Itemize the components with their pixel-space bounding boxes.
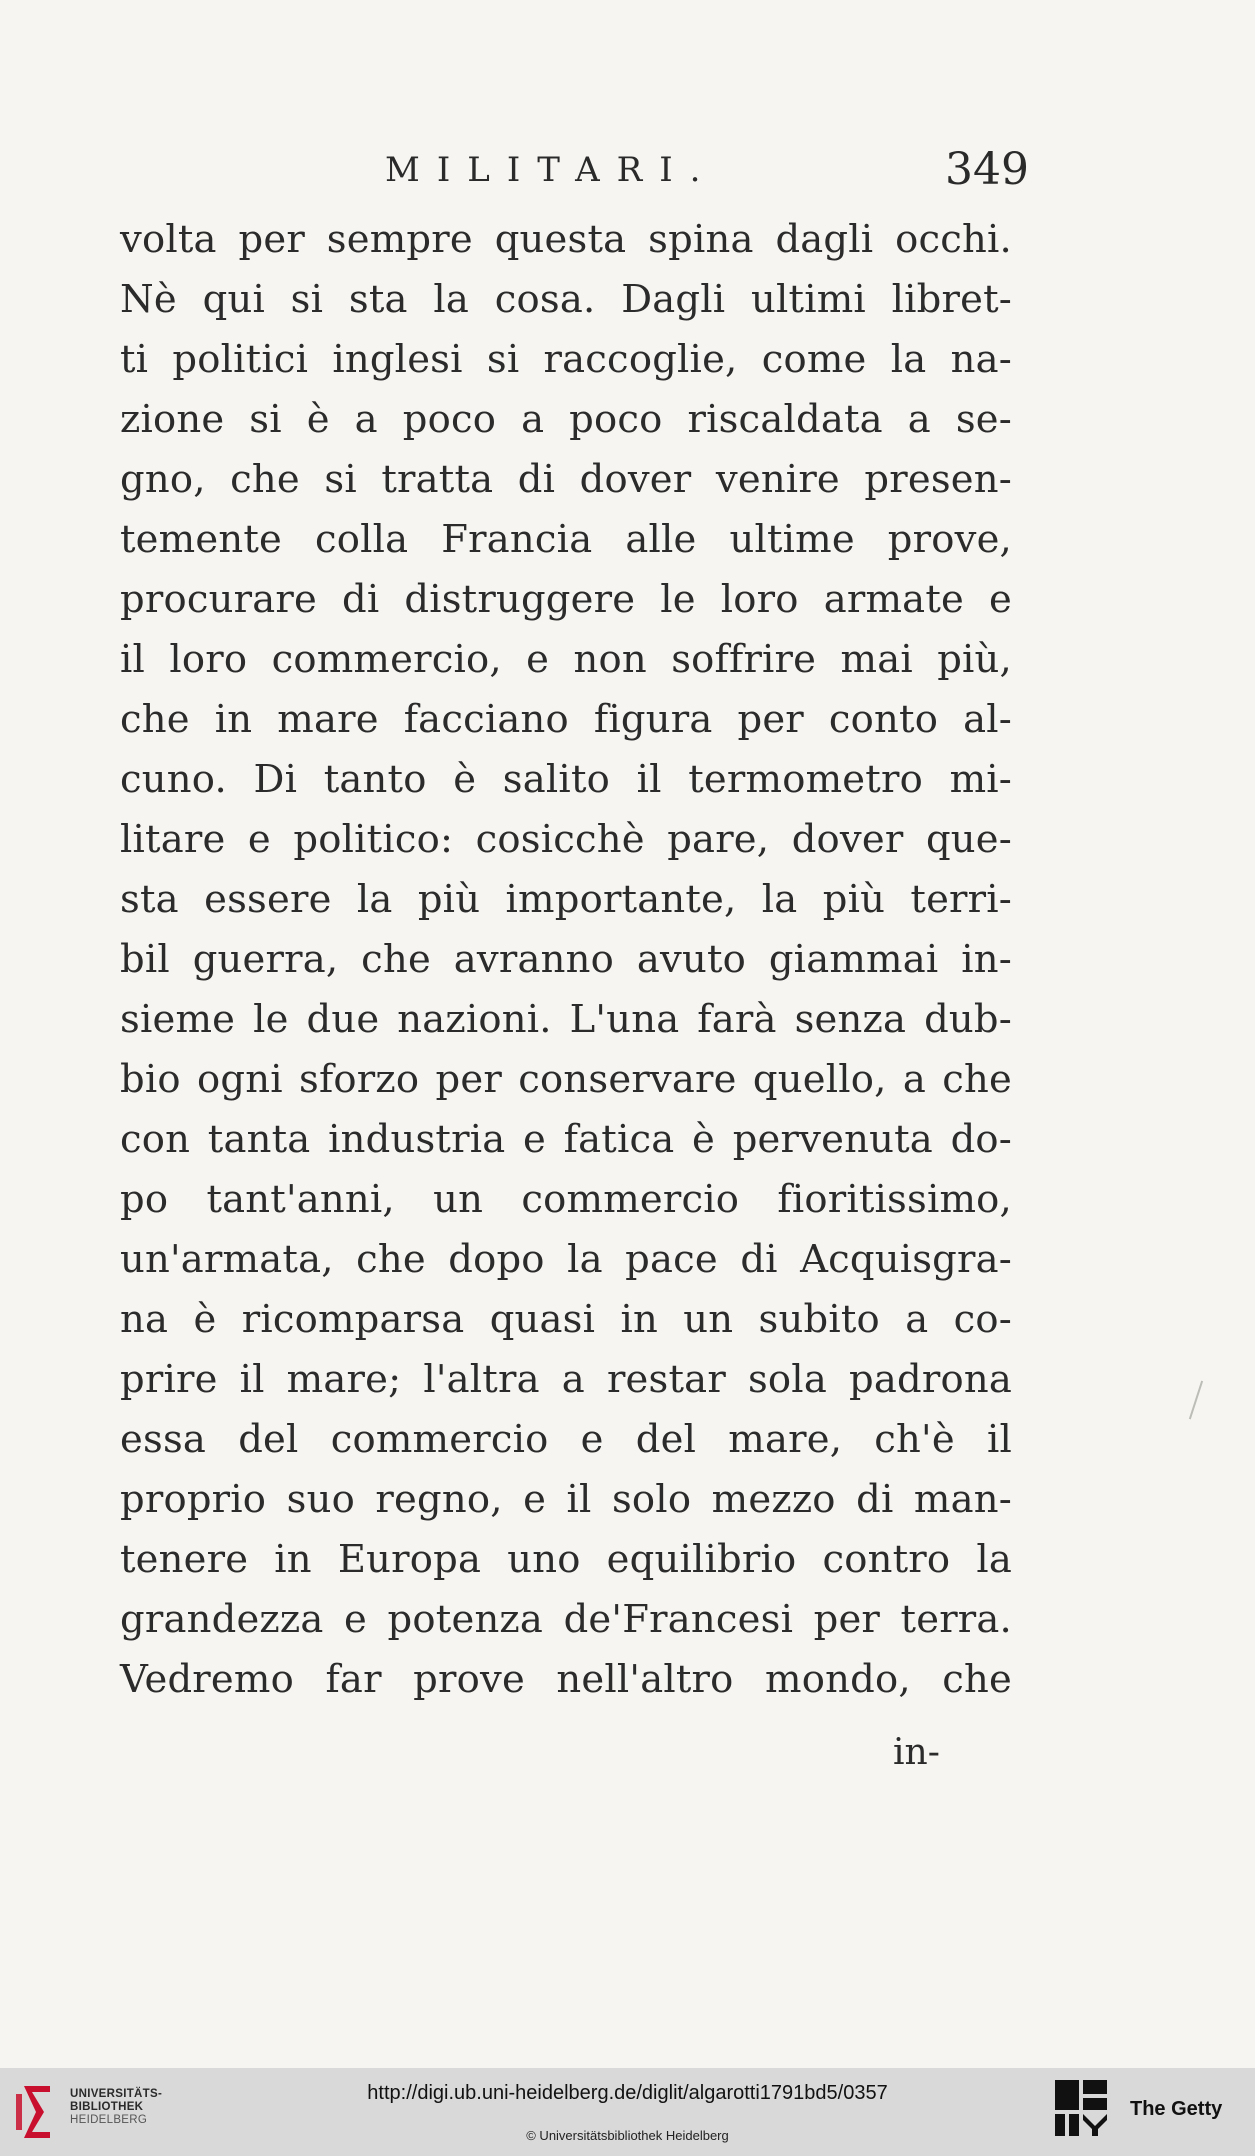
text-line: il loro commercio, e non soffrire mai più,	[120, 637, 1012, 682]
text-line: che in mare facciano figura per conto al-	[120, 697, 1012, 742]
partner-name: The Getty	[1130, 2098, 1223, 2120]
page-number: 349	[945, 144, 1029, 195]
running-head: MILITARI.	[385, 150, 718, 190]
page-header	[0, 144, 1255, 210]
text-line: grandezza e potenza de'Francesi per terra.	[120, 1597, 1012, 1642]
footer-bar	[0, 2068, 1255, 2156]
library-name-line: UNIVERSITÄTS-	[70, 2088, 163, 2100]
text-line: proprio suo regno, e il solo mezzo di man-	[120, 1477, 1012, 1522]
copyright-notice: © Universitätsbibliothek Heidelberg	[526, 2128, 729, 2143]
text-line: ti politici inglesi si raccoglie, come la na-	[120, 337, 1012, 382]
text-line: volta per sempre questa spina dagli occhi.	[120, 217, 1012, 262]
text-line: litare e politico: cosicchè pare, dover que-	[120, 817, 1012, 862]
text-line: sieme le due nazioni. L'una farà senza dub-	[120, 997, 1012, 1042]
text-line: na è ricomparsa quasi in un subito a co-	[120, 1297, 1012, 1342]
text-line: Vedremo far prove nell'altro mondo, che	[120, 1657, 1012, 1702]
text-line: tenere in Europa uno equilibrio contro la	[120, 1537, 1012, 1582]
text-line: Nè qui si sta la cosa. Dagli ultimi libret-	[120, 277, 1012, 322]
text-line: procurare di distruggere le loro armate e	[120, 577, 1012, 622]
text-line: con tanta industria e fatica è pervenuta do-	[120, 1117, 1012, 1162]
library-name-line: HEIDELBERG	[70, 2114, 148, 2126]
text-line: cuno. Di tanto è salito il termometro mi-	[120, 757, 1012, 802]
library-name-line: BIBLIOTHEK	[70, 2101, 144, 2113]
text-line: prire il mare; l'altra a restar sola padrona	[120, 1357, 1012, 1402]
text-line: gno, che si tratta di dover venire presen-	[120, 457, 1012, 502]
text-line: bil guerra, che avranno avuto giammai in-	[120, 937, 1012, 982]
text-line: essa del commercio e del mare, ch'è il	[120, 1417, 1012, 1462]
text-line: zione si è a poco a poco riscaldata a se-	[120, 397, 1012, 442]
body-text	[120, 210, 1012, 1710]
text-line: po tant'anni, un commercio fioritissimo,	[120, 1177, 1012, 1222]
getty-logo-icon	[1055, 2080, 1109, 2138]
permalink[interactable]: http://digi.ub.uni-heidelberg.de/diglit/algarotti1791bd5/0357	[367, 2082, 888, 2104]
text-line: temente colla Francia alle ultime prove,	[120, 517, 1012, 562]
text-line: bio ogni sforzo per conservare quello, a che	[120, 1057, 1012, 1102]
text-line: un'armata, che dopo la pace di Acquisgra-	[120, 1237, 1012, 1282]
text-line: sta essere la più importante, la più terri-	[120, 877, 1012, 922]
paper-mark	[1189, 1381, 1203, 1420]
catchword: in-	[893, 1732, 940, 1773]
